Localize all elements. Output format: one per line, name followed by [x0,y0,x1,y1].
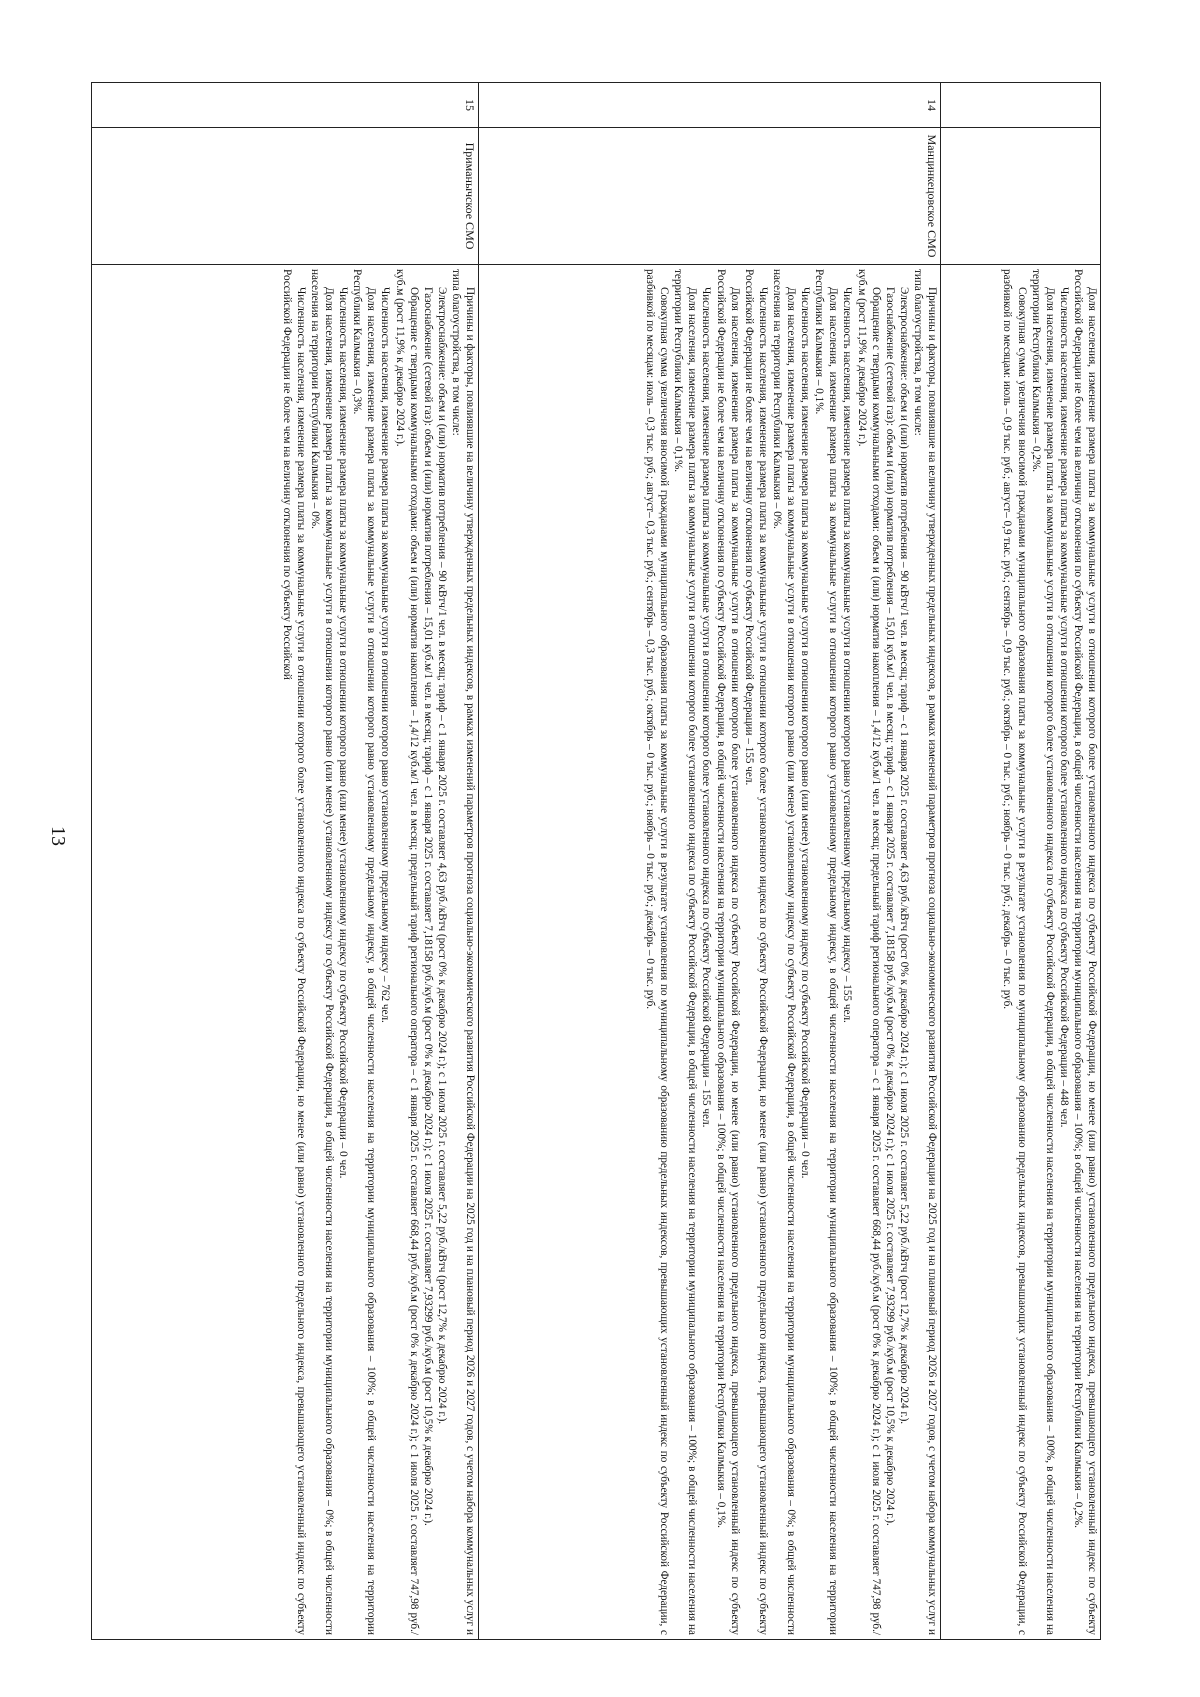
paragraph: Газоснабжение (сетевой газ): объем и (или) норматив потребления – 15,01 куб.м/1 чел. в месяц; тариф – с 1 января 2025 г. составляет 7,18158 руб./куб.м (рост 0% к декабрю 2024 г.); с 1 июля 2025 г. составляет 7,93299 руб./куб.м (рост 10,5% к декабрю 2024 г.). [883,287,896,1526]
paragraph: Численность населения, изменение размера платы за коммунальные услуги в отношении которого равно (или менее) установленному индексу по субъекту Российской Федерации – 0 чел. [337,287,350,1179]
paragraph: Доля населения, изменение размера платы за коммунальные услуги в отношении которого равно (или менее) установленному индексу по субъекту Российской Федерации, в общей численности населения на территории муниципального образования – 0%; в общей численности населения на территории Республики Калмыкия – 0%. [770,269,798,1635]
description-cell [941,265,1101,1640]
paragraph: Электроснабжение: объем и (или) норматив потребления – 90 кВтч/1 чел. в месяц; тариф – с 1 января 2025 г. составляет 4,63 руб./кВтч (рост 0% к декабрю 2024 г.); с 1 июля 2025 г. составляет 5,22 руб./кВтч (рост 12,7% к декабрю 2024 г.). [435,287,448,1425]
paragraph: Обращение с твердыми коммунальными отходами: объем и (или) норматив накопления – 1,4/12 куб.м/1 чел. в месяц; предельный тариф регионального оператора – с 1 января 2025 г. составляет 668,44 руб./куб.м (рост 0% к декабрю 2024 г.); с 1 июля 2025 г. составляет 747,98 руб./куб.м (рост 11,9% к декабрю 2024 г.). [393,269,420,1635]
table-row [92,83,479,1640]
row-number-cell: 14 [479,83,941,128]
paragraph: Доля населения, изменение размера платы за коммунальные услуги в отношении которого равно установленному предельному индексу, в общей численности населения на территории муниципального образования – 100%; в общей численности населения на территории Республики Калмыкия – 0,1%. [813,269,840,1635]
paragraph: Численность населения, изменение размера платы за коммунальные услуги в отношении которого равно (или менее) установленному индексу по субъекту Российской Федерации – 0 чел. [799,287,812,1179]
paragraph: Численность населения, изменение размера платы за коммунальные услуги в отношении которого равно установленному предельному индексу – 155 чел. [841,287,854,1023]
paragraph: Совокупная сумма увеличения вносимой гражданами муниципального образования платы за коммунальные услуги в результате установления по муниципальному образованию предельных индексов, превышающих установленный индекс по субъекту Российской Федерации, с разбивкой по месяцам: июль – 0,3 тыс. руб.; август– 0,3 тыс. руб.; сентябрь – 0,3 тыс. руб.; октябрь – 0 тыс. руб.; ноябрь – 0 тыс. руб.; декабрь – 0 тыс. руб. [644,269,671,1635]
description-cell [479,265,941,1640]
paragraph: Совокупная сумма увеличения вносимой гражданами муниципального образования платы за коммунальные услуги в результате установления по муниципальному образованию предельных индексов, превышающих установленный индекс по субъекту Российской Федерации, с разбивкой по месяцам: июль – 0,9 тыс. руб.; август– 0,9 тыс. руб.; сентябрь – 0,9 тыс. руб.; октябрь – 0 тыс. руб.; ноябрь – 0 тыс. руб.; декабрь – 0 тыс. руб. [1001,269,1028,1635]
paragraph: Численность населения, изменение размера платы за коммунальные услуги в отношении которого более установленного индекса по субъекту Российской Федерации – 155 чел. [700,287,713,1128]
paragraph: Доля населения, изменение размера платы за коммунальные услуги в отношении которого более установленного индекса по субъекту Российской Федерации, но менее (или равно) установленного предельного индекса, превышающего установленный индекс по субъекту Российской Федерации не более чем на величину отклонения по субъекту Российской Федерации, в общей численности населения на территории муниципального образования – 100%; в общей численности населения на территории Республики Калмыкия – 0,1%. [714,269,741,1635]
paragraph: Электроснабжение: объем и (или) норматив потребления – 90 кВтч/1 чел. в месяц; тариф – с 1 января 2025 г. составляет 4,63 руб./кВтч (рост 0% к декабрю 2024 г.); с 1 июля 2025 г. составляет 5,22 руб./кВтч (рост 12,7% к декабрю 2024 г.). [897,287,910,1425]
description-cell [92,265,479,1640]
rotated-page-content [92,82,1101,1640]
paragraph: Газоснабжение (сетевой газ): объем и (или) норматив потребления – 15,01 куб.м/1 чел. в месяц; тариф – с 1 января 2025 г. составляет 7,18158 руб./куб.м (рост 0% к декабрю 2024 г.); с 1 июля 2025 г. составляет 7,93299 руб./куб.м (рост 10,5% к декабрю 2024 г.). [421,287,434,1526]
paragraph: Численность населения, изменение размера платы за коммунальные услуги в отношении которого более установленного индекса по субъекту Российской Федерации, но менее (или равно) установленного предельного индекса, превышающего установленный индекс по субъекту Российской Федерации не более чем на величину отклонения по субъекту Российской Федерации – 155 чел. [742,269,769,1635]
row-number-cell [941,83,1101,128]
municipality-name-cell: Приманычское СМО [92,128,479,265]
paragraph: Причины и факторы, повлиявшие на величину утвержденных предельных индексов, в рамках изменений параметров прогноза социально-экономического развития Российской Федерации на 2025 год и на плановый период 2026 и 2027 годов, с учетом набора коммунальных услуг и типа благоустройства, в том числе: [449,269,476,1635]
paragraph: Доля населения, изменение размера платы за коммунальные услуги в отношении которого равно установленному предельному индексу, в общей численности населения на территории муниципального образования – 100%; в общей численности населения на территории Республики Калмыкия – 0,3%. [351,269,378,1635]
paragraph: Причины и факторы, повлиявшие на величину утвержденных предельных индексов, в рамках изменений параметров прогноза социально-экономического развития Российской Федерации на 2025 год и на плановый период 2026 и 2027 годов, с учетом набора коммунальных услуг и типа благоустройства, в том числе: [911,269,938,1635]
municipality-name-cell [941,128,1101,265]
table-row [941,83,1101,1640]
row-number-cell: 15 [92,83,479,128]
paragraph: Доля населения, изменение размера платы за коммунальные услуги в отношении которого более установленного индекса по субъекту Российской Федерации, но менее (или равно) установленного предельного индекса, превышающего установленный индекс по субъекту Российской Федерации не более чем на величину отклонения по субъекту Российской Федерации, в общей численности населения на территории муниципального образования – 100%; в общей численности населения на территории Республики Калмыкия – 0,2%. [1071,269,1098,1635]
paragraph: Численность населения, изменение размера платы за коммунальные услуги в отношении которого более установленного индекса по субъекту Российской Федерации – 448 чел. [1057,287,1070,1128]
paragraph: Численность населения, изменение размера платы за коммунальные услуги в отношении которого более установленного индекса по субъекту Российской Федерации, но менее (или равно) установленного предельного индекса, превышающего установленный индекс по субъекту Российской Федерации не более чем на величину отклонения по субъекту Российской [280,269,307,1635]
paragraph: Доля населения, изменение размера платы за коммунальные услуги в отношении которого равно (или менее) установленному индексу по субъекту Российской Федерации, в общей численности населения на территории муниципального образования – 0%; в общей численности населения на территории Республики Калмыкия – 0%. [308,269,336,1635]
municipality-name-cell: Манцинкецовское СМО [479,128,941,265]
paragraph: Численность населения, изменение размера платы за коммунальные услуги в отношении которого равно установленному предельному индексу – 762 чел. [379,287,392,1023]
paragraph: Доля населения, изменение размера платы за коммунальные услуги в отношении которого более установленного индекса по субъекту Российской Федерации, в общей численности населения на территории муниципального образования – 100%, в общей численности населения на территории Республики Калмыкия – 0,2%. [1029,269,1056,1635]
paragraph: Обращение с твердыми коммунальными отходами: объем и (или) норматив накопления – 1,4/12 куб.м/1 чел. в месяц; предельный тариф регионального оператора – с 1 января 2025 г. составляет 668,44 руб./куб.м (рост 0% к декабрю 2024 г.); с 1 июля 2025 г. составляет 747,98 руб./куб.м (рост 11,9% к декабрю 2024 г.). [855,269,882,1635]
page-number: 13 [47,826,69,846]
table-row [479,83,941,1640]
index-table [91,82,1101,1640]
paragraph: Доля населения, изменение размера платы за коммунальные услуги в отношении которого более установленного индекса по субъекту Российской Федерации, в общей численности населения на территории муниципального образования – 100%; в общей численности населения на территории Республики Калмыкия – 0,1%. [672,269,699,1635]
